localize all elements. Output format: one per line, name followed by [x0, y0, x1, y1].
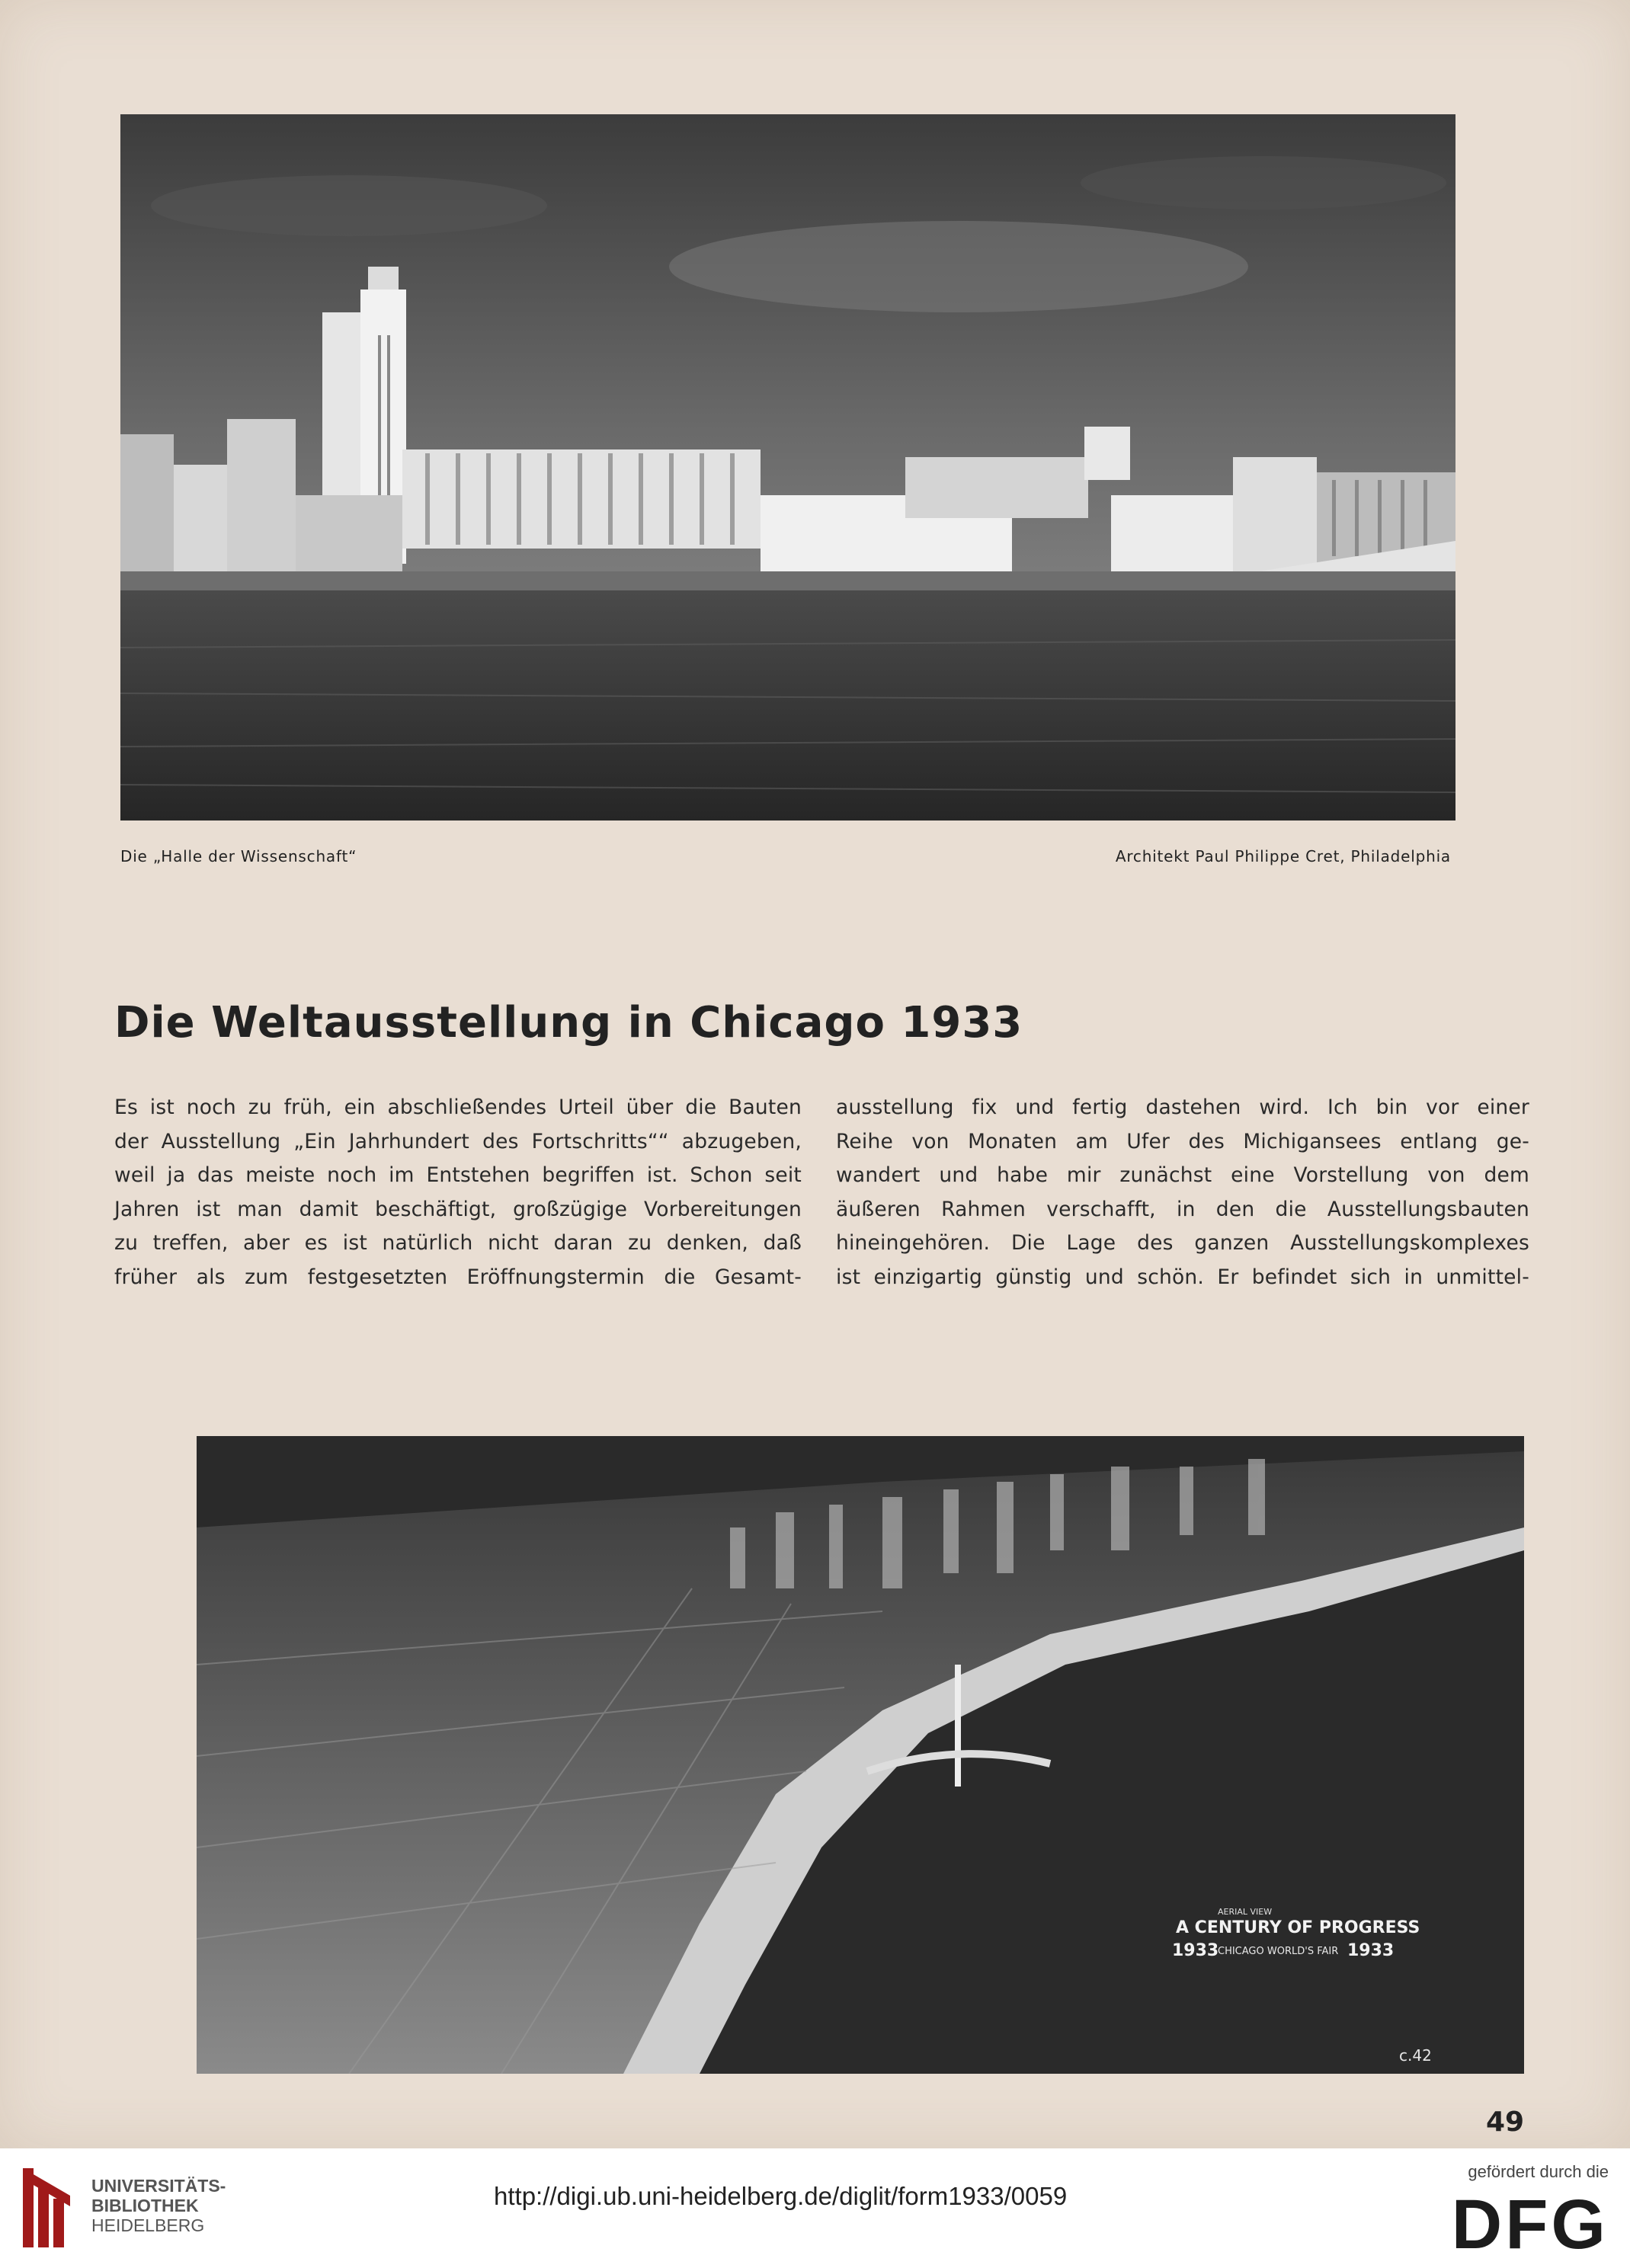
- logo-year-left: 1933: [1172, 1941, 1219, 1960]
- funding-note: gefördert durch die: [1468, 2162, 1609, 2181]
- ub-line: BIBLIOTHEK: [91, 2196, 199, 2215]
- text-line: ist einzigartig günstig und schön. Er befindet sich in unmittel-: [836, 1265, 1529, 1289]
- dfg-logo: DFG: [1451, 2186, 1609, 2263]
- century-of-progress-logo: A CENTURY OF PROGRESS: [1176, 1918, 1420, 1937]
- photo-caption-architect: Architekt Paul Philippe Cret, Philadelphia: [1115, 847, 1451, 865]
- photo-halle-der-wissenschaft: [120, 114, 1455, 821]
- ub-heidelberg-logo-icon: [17, 2165, 81, 2250]
- digitization-footer: [0, 2148, 1630, 2268]
- aerial-view-label: AERIAL VIEW: [1218, 1907, 1273, 1917]
- text-line: äußeren Rahmen verschafft, in den die Ausstellungsbauten: [836, 1197, 1529, 1221]
- text-line: wandert und habe mir zunächst eine Vorstellung von dem: [836, 1163, 1529, 1187]
- text-column-left: [114, 1091, 802, 1294]
- text-line: Es ist noch zu früh, ein abschließendes Urteil über die Bauten: [114, 1096, 802, 1119]
- text-line: Reihe von Monaten am Ufer des Michigansees entlang ge-: [836, 1129, 1529, 1153]
- ub-heidelberg-wordmark: [91, 2176, 226, 2235]
- text-line: weil ja das meiste noch im Entstehen begriffen ist. Schon seit: [114, 1163, 802, 1187]
- photo-aerial-view: [197, 1436, 1524, 2074]
- page-number: 49: [1486, 2106, 1525, 2138]
- ub-line: HEIDELBERG: [91, 2215, 205, 2235]
- text-line: Jahren ist man damit beschäftigt, großzügige Vorbereitungen: [114, 1197, 802, 1221]
- article-title: Die Weltausstellung in Chicago 1933: [114, 998, 1023, 1048]
- logo-worlds-fair: CHICAGO WORLD'S FAIR: [1218, 1946, 1339, 1957]
- text-line: der Ausstellung „Ein Jahrhundert des Fortschritts““ abzugeben,: [114, 1129, 802, 1153]
- photo-mark: c.42: [1399, 2046, 1432, 2065]
- text-line: hineingehören. Die Lage des ganzen Ausstellungskomplexes: [836, 1231, 1529, 1255]
- text-column-right: [836, 1091, 1529, 1294]
- photo-caption-title: Die „Halle der Wissenschaft“: [120, 847, 357, 865]
- text-line: früher als zum festgesetzten Eröffnungstermin die Gesamt-: [114, 1265, 802, 1289]
- logo-year-right: 1933: [1347, 1941, 1395, 1960]
- source-url-link[interactable]: http://digi.ub.uni-heidelberg.de/diglit/form1933/0059: [494, 2182, 1068, 2210]
- text-line: zu treffen, aber es ist natürlich nicht daran zu denken, daß: [114, 1231, 802, 1255]
- text-line: ausstellung fix und fertig dastehen wird. Ich bin vor einer: [836, 1096, 1529, 1119]
- ub-line: UNIVERSITÄTS-: [91, 2176, 226, 2196]
